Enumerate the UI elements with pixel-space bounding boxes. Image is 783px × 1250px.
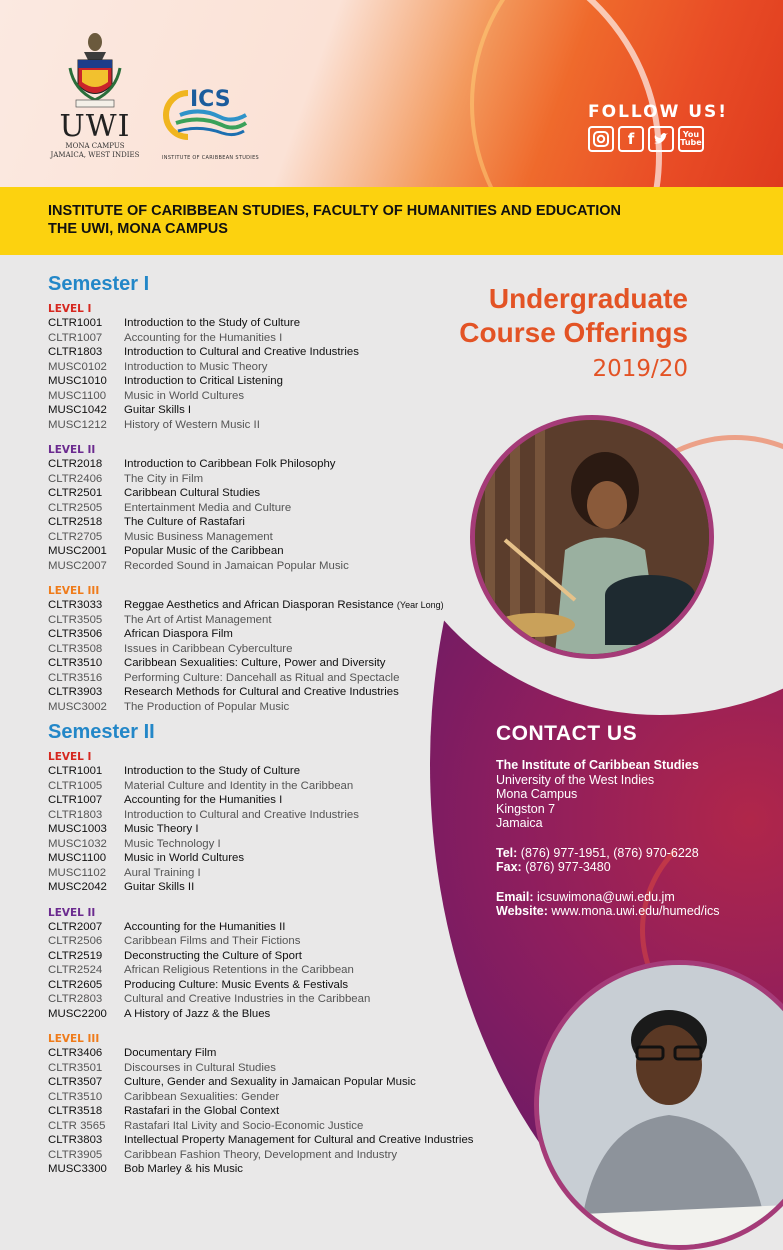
ics-logo[interactable] (160, 75, 260, 161)
course-title: Introduction to Music Theory (124, 360, 268, 373)
course-code: MUSC2001 (48, 545, 107, 557)
course-title: Aural Training I (124, 866, 201, 879)
course-code: CLTR3803 (48, 1134, 103, 1146)
course-code: MUSC1010 (48, 375, 107, 387)
course-row (48, 515, 518, 530)
course-title: Introduction to the Study of Culture (124, 317, 301, 329)
course-code: CLTR2519 (48, 949, 103, 962)
course-title: Rastafari in the Global Context (124, 1105, 280, 1117)
course-row (48, 920, 518, 935)
course-title: Introduction to Cultural and Creative Industries (124, 808, 359, 821)
contact-heading: CONTACT US (496, 722, 638, 745)
course-code: CLTR1001 (48, 765, 103, 777)
course-code: CLTR2505 (48, 501, 103, 514)
course-code: CLTR1803 (48, 808, 103, 821)
contact-email (496, 890, 766, 905)
course-row (48, 793, 518, 808)
course-code: CLTR1001 (48, 317, 103, 329)
course-row (48, 685, 518, 700)
uwi-crest-icon (64, 30, 126, 110)
course-code: CLTR3510 (48, 657, 103, 669)
instagram-icon[interactable] (588, 126, 614, 152)
youtube-icon[interactable]: You Tube (678, 126, 704, 152)
course-row (48, 779, 518, 794)
course-code: CLTR3505 (48, 613, 103, 626)
course-row (48, 1148, 518, 1163)
course-code: CLTR3905 (48, 1148, 103, 1161)
social-links (588, 126, 704, 152)
course-code: MUSC2007 (48, 559, 107, 572)
course-row (48, 331, 518, 346)
course-code: MUSC1003 (48, 823, 107, 835)
course-code: MUSC1212 (48, 418, 107, 431)
course-row (48, 642, 518, 657)
contact-org (496, 758, 766, 773)
course-code: MUSC2200 (48, 1007, 107, 1020)
course-row (48, 316, 518, 331)
course-title: Introduction to Critical Listening (124, 375, 283, 387)
course-row (48, 1046, 518, 1061)
course-row (48, 501, 518, 516)
course-title (124, 598, 444, 613)
header (0, 0, 783, 187)
course-code: CLTR1007 (48, 331, 103, 344)
course-title: Caribbean Sexualities: Gender (124, 1090, 280, 1103)
follow-us-label: FOLLOW US! (588, 102, 729, 122)
tel-value[interactable]: (876) 977-1951, (876) 970-6228 (520, 845, 699, 860)
course-title: Music Theory I (124, 823, 199, 835)
course-row (48, 360, 518, 375)
semester-2-level-2: LEVEL II (48, 906, 96, 919)
course-title: The City in Film (124, 472, 204, 485)
course-title: Accounting for the Humanities II (124, 920, 286, 933)
course-row (48, 544, 518, 559)
course-code: CLTR 3565 (48, 1119, 106, 1132)
contact-address-4: Jamaica (496, 816, 543, 830)
course-row (48, 949, 518, 964)
semester-1-level-1-list (48, 316, 518, 432)
course-code: MUSC2042 (48, 881, 107, 893)
course-code: CLTR2406 (48, 472, 103, 485)
course-code: CLTR3033 (48, 599, 103, 611)
course-row (48, 418, 518, 433)
course-row (48, 837, 518, 852)
course-code: MUSC1102 (48, 866, 107, 879)
course-row (48, 808, 518, 823)
course-title: Cultural and Creative Industries in the Caribbean (124, 993, 371, 1005)
semester-2-level-1-list (48, 764, 518, 895)
fax-label: Fax: (496, 860, 522, 874)
course-code: CLTR2007 (48, 920, 103, 933)
course-title: Popular Music of the Caribbean (124, 545, 284, 557)
course-code: CLTR1803 (48, 346, 103, 358)
semester-2-level-3-list (48, 1046, 518, 1177)
course-row (48, 1133, 518, 1148)
course-title: Introduction to Caribbean Folk Philosophy (124, 458, 336, 470)
course-row (48, 389, 518, 404)
course-code: CLTR2605 (48, 978, 103, 991)
contact-website (496, 904, 766, 919)
course-row (48, 671, 518, 686)
course-title-text: Reggae Aesthetics and African Diasporan Resistance (124, 599, 394, 611)
course-title: The Art of Artist Management (124, 613, 272, 626)
semester-2-level-3: LEVEL III (48, 1033, 100, 1045)
course-title: Caribbean Films and Their Fictions (124, 935, 301, 947)
course-row (48, 656, 518, 671)
course-row (48, 700, 518, 715)
course-title: Deconstructing the Culture of Sport (124, 949, 302, 962)
course-code: CLTR3406 (48, 1047, 103, 1059)
course-title: Issues in Caribbean Cyberculture (124, 642, 293, 655)
course-title: Guitar Skills I (124, 404, 192, 416)
contact-address-1: University of the West Indies (496, 772, 655, 787)
decorative-wave (470, 0, 783, 187)
course-title: Discourses in Cultural Studies (124, 1061, 276, 1074)
course-code: CLTR2524 (48, 964, 103, 976)
website-link[interactable]: www.mona.uwi.edu/humed/ics (551, 904, 720, 918)
course-title: History of Western Music II (124, 418, 260, 431)
course-code: MUSC3300 (48, 1163, 107, 1175)
course-title: Music Business Management (124, 530, 273, 543)
contact-tel (496, 846, 766, 861)
course-row (48, 963, 518, 978)
course-code: CLTR3508 (48, 642, 103, 655)
course-row (48, 598, 518, 613)
email-link[interactable]: icsuwimona@uwi.edu.jm (537, 889, 675, 904)
contact-fax (496, 860, 766, 875)
course-row (48, 486, 518, 501)
course-title: Introduction to Cultural and Creative Industries (124, 346, 359, 358)
course-row (48, 992, 518, 1007)
course-row (48, 1090, 518, 1105)
course-row (48, 866, 518, 881)
semester-1-level-2-list (48, 457, 518, 573)
semester-1-heading: Semester I (48, 273, 150, 295)
uwi-location: JAMAICA, WEST INDIES (50, 151, 140, 159)
website-label: Website: (496, 904, 548, 918)
course-title: Culture, Gender and Sexuality in Jamaican Popular Music (124, 1076, 416, 1088)
course-row (48, 764, 518, 779)
semester-1-level-1: LEVEL I (48, 303, 92, 315)
course-code: CLTR3510 (48, 1090, 103, 1103)
title-line-2: Course Offerings (459, 317, 688, 348)
course-title: African Diaspora Film (124, 628, 233, 640)
course-row (48, 1075, 518, 1090)
course-code: MUSC1100 (48, 389, 107, 402)
twitter-icon[interactable] (648, 126, 674, 152)
course-title: Rastafari Ital Livity and Socio-Economic Justice (124, 1119, 364, 1132)
ics-full-name: INSTITUTE OF CARIBBEAN STUDIES (162, 155, 260, 161)
course-title: Bob Marley & his Music (124, 1163, 244, 1175)
course-code: CLTR3507 (48, 1076, 103, 1088)
fax-value: (876) 977-3480 (525, 860, 611, 874)
semester-2-level-1: LEVEL I (48, 751, 92, 763)
org-name: The Institute of Caribbean Studies (496, 758, 699, 772)
course-row (48, 627, 518, 642)
course-row (48, 934, 518, 949)
course-note: (Year Long) (396, 600, 444, 610)
uwi-name: UWI (59, 109, 131, 144)
uwi-logo[interactable] (48, 30, 142, 160)
course-title: Music in World Cultures (124, 852, 245, 864)
course-code: CLTR3903 (48, 686, 103, 698)
course-code: CLTR2803 (48, 993, 103, 1005)
course-row (48, 613, 518, 628)
academic-year: 2019/20 (592, 356, 688, 382)
course-row (48, 851, 518, 866)
course-title: Intellectual Property Management for Cultural and Creative Industries (124, 1134, 474, 1146)
course-title: Accounting for the Humanities I (124, 331, 283, 344)
course-code: CLTR2501 (48, 487, 103, 499)
course-row (48, 1162, 518, 1177)
course-title: Music in World Cultures (124, 389, 245, 402)
course-code: CLTR3516 (48, 671, 103, 684)
course-row (48, 1061, 518, 1076)
uwi-campus: MONA CAMPUS (65, 142, 125, 150)
email-label: Email: (496, 889, 534, 904)
course-row (48, 822, 518, 837)
course-title: A History of Jazz & the Blues (124, 1007, 271, 1020)
course-code: MUSC1100 (48, 852, 107, 864)
course-title: Material Culture and Identity in the Caribbean (124, 779, 354, 792)
course-title: Performing Culture: Dancehall as Ritual and Spectacle (124, 671, 400, 684)
course-code: MUSC3002 (48, 700, 107, 713)
course-row (48, 472, 518, 487)
course-title: Music Technology I (124, 837, 221, 850)
course-code: MUSC1032 (48, 837, 107, 850)
course-row (48, 559, 518, 574)
course-title: The Culture of Rastafari (124, 516, 245, 528)
semester-2-level-2-list (48, 920, 518, 1022)
contact-section (496, 722, 766, 919)
course-code: MUSC1042 (48, 404, 107, 416)
course-row (48, 345, 518, 360)
course-code: CLTR1005 (48, 779, 103, 792)
contact-address-2: Mona Campus (496, 787, 578, 801)
course-title: Documentary Film (124, 1047, 217, 1059)
banner-line-1: INSTITUTE OF CARIBBEAN STUDIES, FACULTY OF HUMANITIES AND EDUCATION (48, 203, 622, 219)
course-title: Producing Culture: Music Events & Festivals (124, 978, 349, 991)
institute-banner (0, 187, 783, 255)
tel-label: Tel: (496, 845, 518, 860)
course-title: The Production of Popular Music (124, 700, 290, 713)
course-row (48, 978, 518, 993)
semester-1-level-3: LEVEL III (48, 585, 100, 597)
semester-2-heading: Semester II (48, 721, 155, 743)
contact-address-3: Kingston 7 (496, 801, 556, 816)
course-code: CLTR3501 (48, 1061, 103, 1074)
course-title: Recorded Sound in Jamaican Popular Music (124, 559, 349, 572)
course-row (48, 374, 518, 389)
course-title: African Religious Retentions in the Caribbean (124, 964, 354, 976)
course-row (48, 530, 518, 545)
semester-1-level-2: LEVEL II (48, 444, 96, 456)
course-title: Introduction to the Study of Culture (124, 765, 301, 777)
course-list (48, 272, 518, 1177)
course-title: Caribbean Cultural Studies (124, 487, 261, 499)
course-row (48, 1007, 518, 1022)
course-code: CLTR2705 (48, 530, 103, 543)
ics-name: ICS (190, 87, 231, 112)
course-code: CLTR1007 (48, 794, 103, 806)
course-code: CLTR2518 (48, 516, 103, 528)
course-code: CLTR2018 (48, 458, 103, 470)
course-title: Entertainment Media and Culture (124, 501, 292, 514)
course-code: CLTR2506 (48, 935, 103, 947)
course-title: Caribbean Sexualities: Culture, Power and Diversity (124, 657, 386, 669)
semester-1-level-3-list (48, 613, 518, 715)
course-row (48, 880, 518, 895)
course-row (48, 403, 518, 418)
course-row (48, 1119, 518, 1134)
course-code: CLTR3518 (48, 1105, 103, 1117)
course-title: Research Methods for Cultural and Creative Industries (124, 686, 399, 698)
facebook-icon[interactable]: f (618, 126, 644, 152)
title-line-1: Undergraduate (488, 283, 688, 314)
course-row (48, 1104, 518, 1119)
course-code: MUSC0102 (48, 360, 107, 373)
course-code: CLTR3506 (48, 628, 103, 640)
banner-line-2: THE UWI, MONA CAMPUS (48, 221, 228, 237)
course-title: Guitar Skills II (124, 881, 195, 893)
course-row (48, 457, 518, 472)
course-title: Caribbean Fashion Theory, Development and Industry (124, 1148, 398, 1161)
course-title: Accounting for the Humanities I (124, 794, 283, 806)
